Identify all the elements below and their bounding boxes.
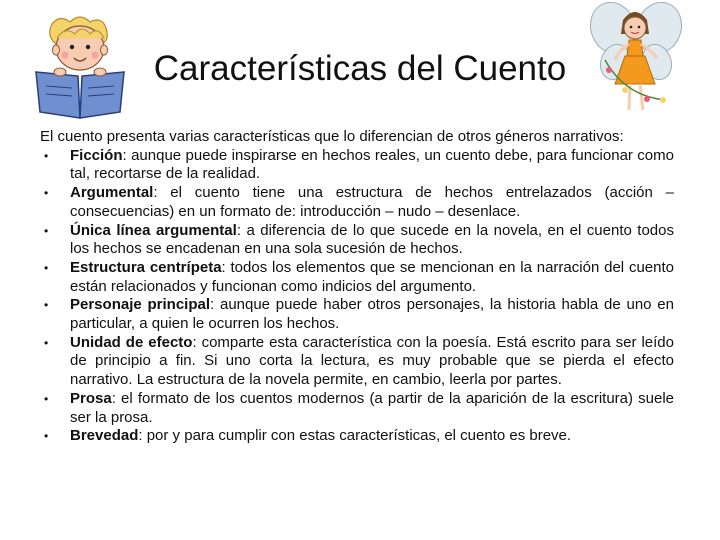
- item-term: Unidad de efecto: [70, 333, 193, 351]
- list-item: [40, 184, 674, 221]
- list-item: [40, 147, 674, 184]
- bullet-icon: •: [44, 429, 49, 444]
- fairy-icon: [585, 0, 685, 120]
- list-item: [40, 222, 674, 259]
- list-item: [40, 296, 674, 333]
- bullet-icon: •: [44, 223, 49, 238]
- item-text: : el cuento tiene una estructura de hechos entrelazados (acción – consecuencias) en un formato de: introducción – nudo – desenlace.: [70, 184, 674, 220]
- item-text: : por y para cumplir con estas características, el cuento es breve.: [138, 427, 572, 445]
- intro-text: El cuento presenta varias características que lo diferencian de otros géneros narrativos:: [40, 128, 624, 145]
- item-text: : aunque puede haber otros personajes, la historia habla de uno en particular, a quien le ocurren los hechos.: [70, 296, 674, 333]
- item-term: Estructura centrípeta: [70, 258, 222, 276]
- item-text: : todos los elementos que se mencionan en la narración del cuento están relacionados y funcionan como indicios del argumento.: [70, 258, 674, 295]
- bullet-icon: •: [44, 298, 49, 313]
- bullet-icon: •: [44, 148, 49, 163]
- list-item: [40, 390, 674, 427]
- item-term: Argumental: [70, 184, 154, 202]
- item-term: Brevedad: [70, 427, 139, 445]
- item-text: : comparte esta característica con la poesía. Está escrito para ser leído de principio a fin. Si uno corta la lectura, es muy probable que se pierda el efecto narrativo. La estructura de la novela permite, en cambio, leerla por partes.: [70, 333, 674, 389]
- item-term: Única línea argumental: [70, 221, 237, 239]
- item-text: : a diferencia de lo que sucede en la novela, en el cuento todos los hechos se encadenan en una sola sucesión de hechos.: [70, 221, 674, 258]
- bullet-icon: •: [44, 335, 49, 350]
- list-item: [40, 259, 674, 296]
- bullet-icon: •: [44, 186, 49, 201]
- item-term: Ficción: [70, 146, 123, 164]
- bullet-icon: •: [44, 391, 49, 406]
- bullet-icon: •: [44, 260, 49, 275]
- list-item: [40, 427, 674, 446]
- item-text: : el formato de los cuentos modernos (a partir de la aparición de la escritura) suele ser la prosa.: [70, 389, 674, 426]
- characteristics-list: [40, 147, 674, 446]
- item-term: Prosa: [70, 389, 112, 407]
- slide-title: Características del Cuento: [153, 49, 567, 88]
- slide-body: [40, 128, 674, 446]
- list-item: [40, 334, 674, 390]
- item-text: : aunque puede inspirarse en hechos reales, un cuento debe, para funcionar como tal, recortarse de la realidad.: [70, 146, 674, 183]
- item-term: Personaje principal: [70, 296, 211, 314]
